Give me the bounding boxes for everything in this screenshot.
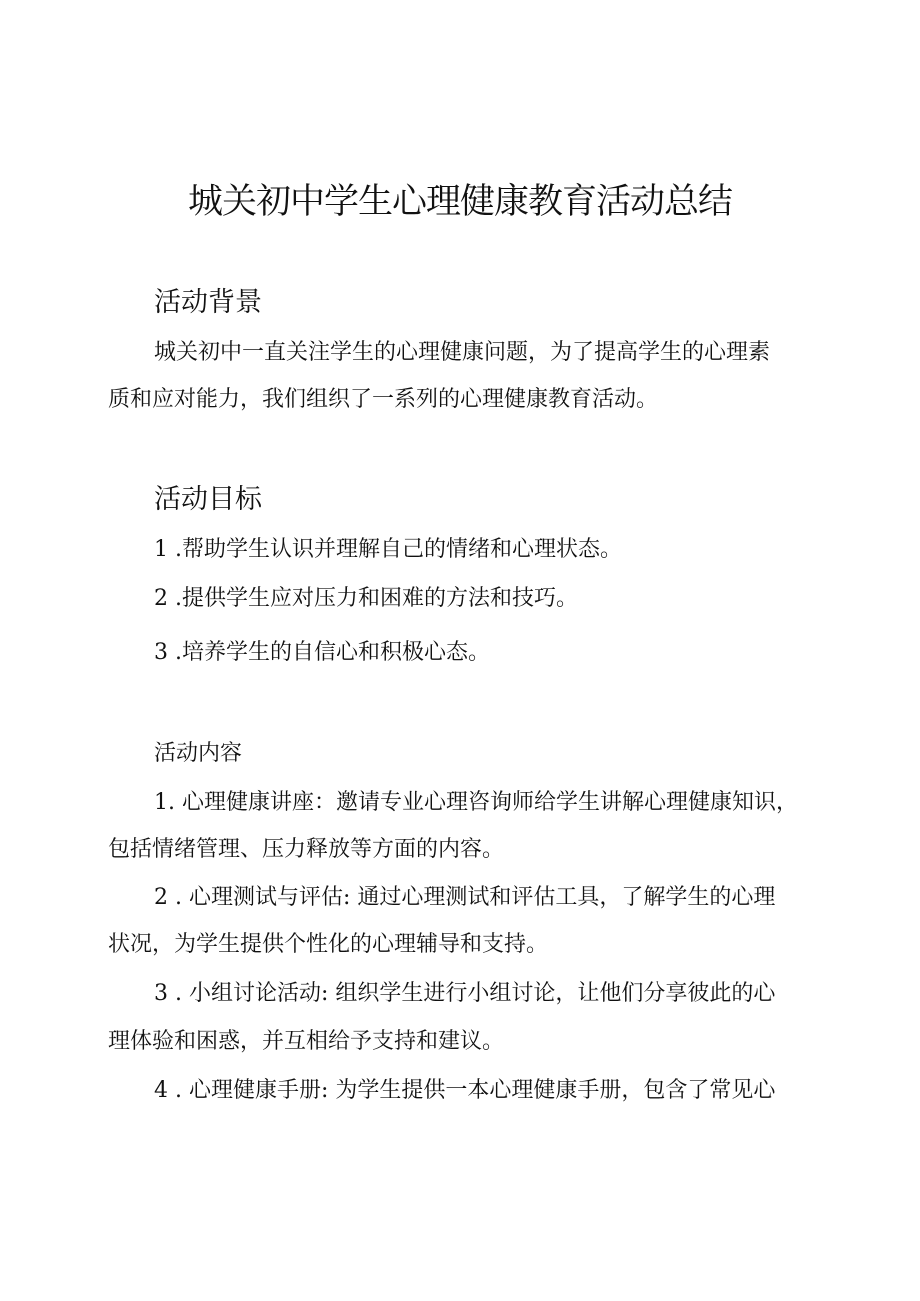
content-line-5: 3 . 小组讨论活动: 组织学生进行小组讨论，让他们分享彼此的心: [154, 981, 776, 1006]
background-line-1: 城关初中一直关注学生的心理健康问题，为了提高学生的心理素: [154, 340, 771, 365]
content-line-2: 包括情绪管理、压力释放等方面的内容。: [108, 837, 505, 862]
content-line-1: 1. 心理健康讲座：邀请专业心理咨询师给学生讲解心理健康知识，: [154, 790, 798, 815]
goal-item-2: 2 .提供学生应对压力和困难的方法和技巧。: [154, 586, 578, 611]
content-line-6: 理体验和困惑，并互相给予支持和建议。: [108, 1029, 505, 1054]
section-heading-background: 活动背景: [154, 287, 262, 318]
section-heading-goals: 活动目标: [154, 484, 262, 515]
document-title: 城关初中学生心理健康教育活动总结: [187, 182, 732, 222]
goal-item-3: 3 .培养学生的自信心和积极心态。: [154, 640, 490, 665]
background-line-2: 质和应对能力，我们组织了一系列的心理健康教育活动。: [108, 387, 659, 412]
goal-item-1: 1 .帮助学生认识并理解自己的情绪和心理状态。: [154, 537, 622, 562]
section-heading-content: 活动内容: [154, 741, 243, 766]
content-line-3: 2 . 心理测试与评估: 通过心理测试和评估工具，了解学生的心理: [154, 885, 776, 910]
content-line-7: 4 . 心理健康手册: 为学生提供一本心理健康手册，包含了常见心: [154, 1078, 776, 1103]
content-line-4: 状况，为学生提供个性化的心理辅导和支持。: [108, 932, 549, 957]
